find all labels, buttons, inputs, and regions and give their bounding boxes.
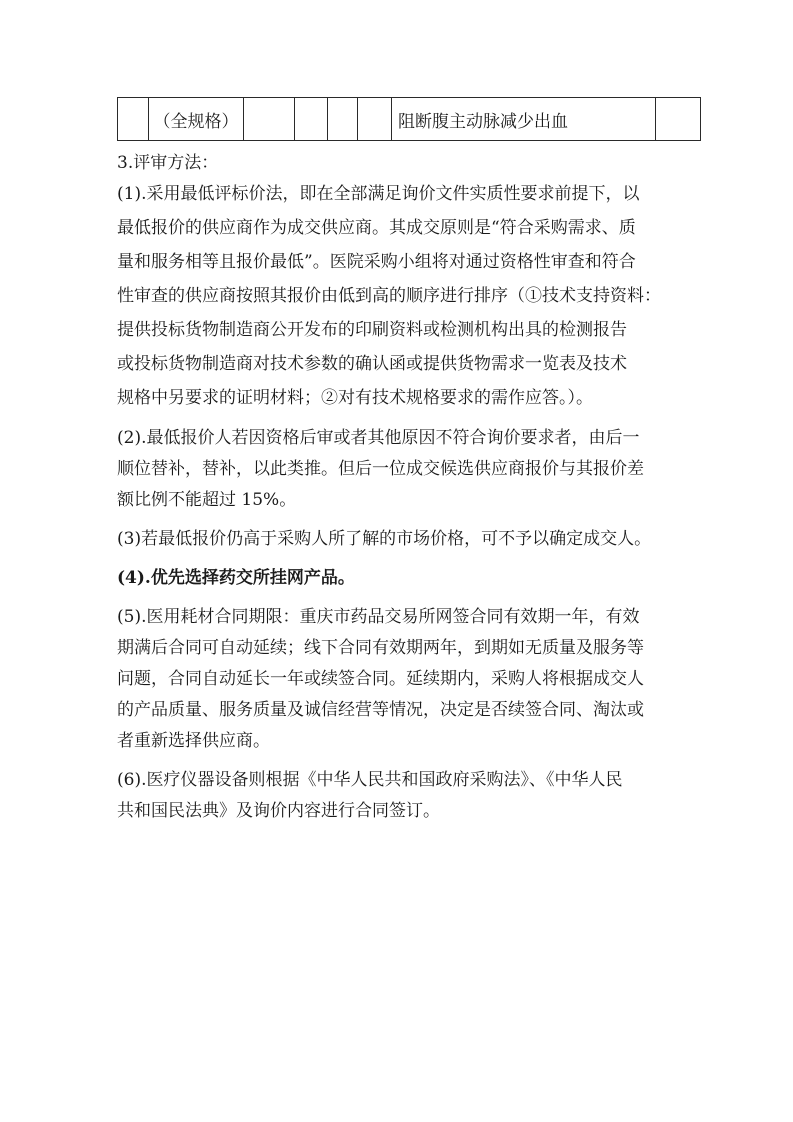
paragraph [117,524,683,555]
spec-table [117,97,701,141]
spec-cell: （全规格） [149,98,244,141]
paragraph [117,177,683,415]
paragraph-line: (5).医用耗材合同期限：重庆市药品交易所网签合同有效期一年，有效 [117,607,640,627]
paragraph-line: (4).优先选择药交所挂网产品。 [117,568,355,588]
paragraph-line: 顺位替补，替补，以此类推。但后一位成交候选供应商报价与其报价差 [117,459,644,479]
paragraph-line: 者重新选择供应商。 [117,731,270,751]
paragraph-line: 或投标货物制造商对技术参数的确认函或提供货物需求一览表及技术 [117,354,627,374]
paragraph [117,563,683,594]
paragraph-line: 提供投标货物制造商公开发布的印刷资料或检测机构出具的检测报告 [117,320,627,340]
paragraph-list [117,177,683,827]
paragraph-line: 最低报价的供应商作为成交供应商。其成交原则是“符合采购需求、质 [117,218,636,238]
paragraph-line: 量和服务相等且报价最低”。医院采购小组将对通过资格性审查和符合 [117,252,636,272]
paragraph [117,602,683,757]
paragraph [117,423,683,516]
paragraph-line: (1).采用最低评标价法，即在全部满足询价文件实质性要求前提下，以 [117,184,640,204]
section-heading: 3.评审方法： [117,153,219,173]
paragraph-line: 问题，合同自动延长一年或续签合同。延续期内，采购人将根据成交人 [117,669,644,689]
paragraph-line: (3)若最低报价仍高于采购人所了解的市场价格，可不予以确定成交人。 [117,529,652,549]
paragraph-line: (6).医疗仪器设备则根据《中华人民共和国政府采购法》、《中华人民 [117,770,623,790]
table-cell [244,98,295,141]
table-cell [656,98,701,141]
paragraph-line: (2).最低报价人若因资格后审或者其他原因不符合询价要求者，由后一 [117,428,640,448]
table-cell [328,98,358,141]
document-body [117,149,683,835]
table-cell [358,98,392,141]
paragraph-line: 共和国民法典》及询价内容进行合同签订。 [117,801,440,821]
paragraph-line: 性审查的供应商按照其报价由低到高的顺序进行排序（①技术支持资料： [117,286,661,306]
table-cell [295,98,328,141]
paragraph-line: 的产品质量、服务质量及诚信经营等情况，决定是否续签合同、淘汰或 [117,700,644,720]
paragraph-line: 规格中另要求的证明材料；②对有技术规格要求的需作应答。）。 [117,388,593,408]
paragraph-line: 期满后合同可自动延续；线下合同有效期两年，到期如无质量及服务等 [117,638,644,658]
table-cell [118,98,149,141]
description-cell: 阻断腹主动脉减少出血 [392,98,656,141]
paragraph-line: 额比例不能超过 15%。 [117,490,297,510]
paragraph [117,765,683,827]
table-row [118,98,701,141]
